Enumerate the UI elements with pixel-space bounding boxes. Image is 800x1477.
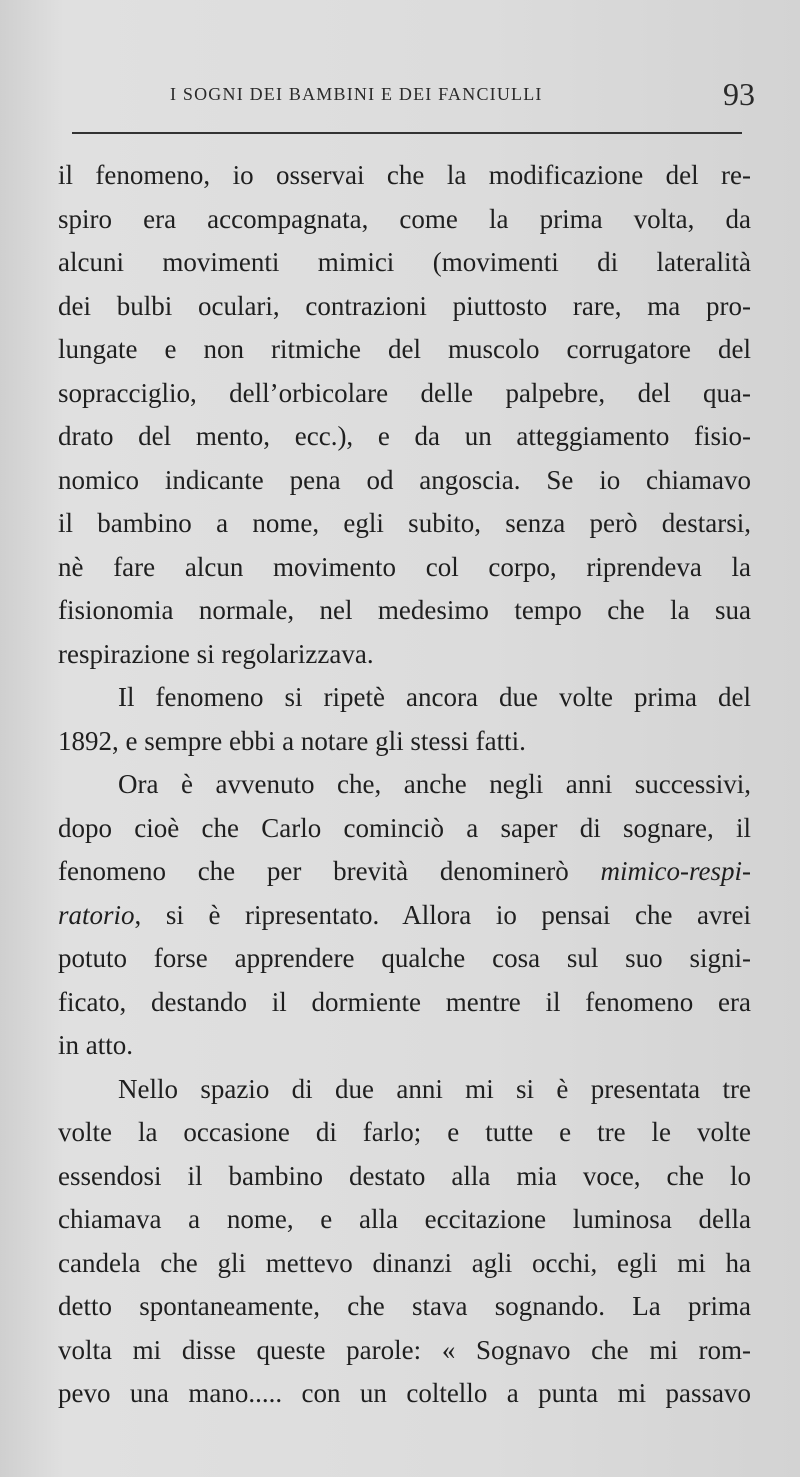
text-line: candela che gli mettevo dinanzi agli occhi, egli mi ha xyxy=(58,1247,751,1278)
text-line: lungate e non ritmiche del muscolo corrugatore del xyxy=(58,334,751,364)
text-line: pevo una mano..... con un coltello a punta mi passavo xyxy=(58,1378,751,1408)
text-line-with-italic xyxy=(58,850,751,894)
body-text xyxy=(58,154,751,1416)
text-line: spiro era accompagnata, come la prima volta, da xyxy=(58,203,751,234)
text-line: Ora è avvenuto che, anche negli anni successivi, xyxy=(118,769,751,799)
text-line: il fenomeno, io osservai che la modificazione del re- xyxy=(58,160,751,190)
text-line: volte la occasione di farlo; e tutte e tre le volte xyxy=(58,1117,751,1147)
italic-term: mimico-respi- xyxy=(600,856,751,886)
running-head xyxy=(170,76,755,116)
running-title: I SOGNI DEI BAMBINI E DEI FANCIULLI xyxy=(170,84,543,104)
text-line: il bambino a nome, egli subito, senza però destarsi, xyxy=(58,508,751,538)
text-line: volta mi disse queste parole: « Sognavo che mi rom- xyxy=(58,1334,751,1365)
text-line: drato del mento, ecc.), e da un atteggiamento fisio- xyxy=(58,421,751,451)
text-line: 1892, e sempre ebbi a notare gli stessi fatti. xyxy=(58,725,526,756)
text-line: essendosi il bambino destato alla mia voce, che lo xyxy=(58,1160,751,1191)
text-span: , si è ripresentato. Allora io pensai che avrei xyxy=(134,899,751,930)
text-line: ficato, destando il dormiente mentre il fenomeno era xyxy=(58,986,751,1017)
text-line: respirazione si regolarizzava. xyxy=(58,638,374,669)
text-line: chiamava a nome, e alla eccitazione luminosa della xyxy=(58,1204,751,1234)
text-line: dopo cioè che Carlo cominciò a saper di sognare, il xyxy=(58,812,751,843)
page-number: 93 xyxy=(723,76,755,112)
text-line: alcuni movimenti mimici (movimenti di lateralità xyxy=(58,247,751,277)
text-line: potuto forse apprendere qualche cosa sul suo signi- xyxy=(58,943,751,973)
text-span: fenomeno che per brevità denominerò xyxy=(58,856,601,886)
text-line: in atto. xyxy=(58,1030,133,1060)
text-line-with-italic xyxy=(58,894,751,938)
text-line: Il fenomeno si ripetè ancora due volte prima del xyxy=(118,682,751,712)
text-line: fisionomia normale, nel medesimo tempo che la sua xyxy=(58,595,751,625)
header-rule xyxy=(72,132,742,134)
text-line: dei bulbi oculari, contrazioni piuttosto rare, ma pro- xyxy=(58,290,751,321)
italic-term: ratorio xyxy=(58,899,135,930)
text-line: sopracciglio, dell’orbicolare delle palpebre, del qua- xyxy=(58,377,751,408)
text-line: nè fare alcun movimento col corpo, riprendeva la xyxy=(58,551,751,582)
text-line: detto spontaneamente, che stava sognando. La prima xyxy=(58,1291,751,1321)
text-line: Nello spazio di due anni mi si è presentata tre xyxy=(118,1073,751,1104)
text-line: nomico indicante pena od angoscia. Se io chiamavo xyxy=(58,464,751,495)
